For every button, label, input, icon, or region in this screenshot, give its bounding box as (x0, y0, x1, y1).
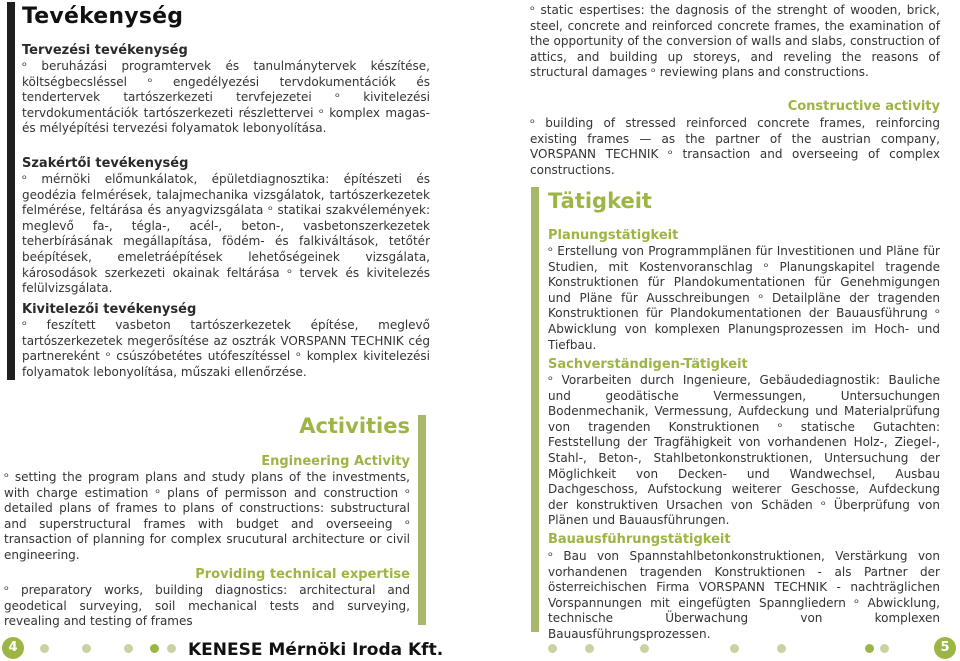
page-title: Tevékenység (22, 4, 184, 29)
deco-dot (585, 644, 594, 653)
szakertoi-text: ᵒ mérnöki előmunkálatok, épületdiagnosztika: építészeti és geodézia felmérések, talajmechanika vizsgálatok, tartószerkezetek felmérése, feltárása és anyagvizsgálata ᵒ statikai szakvélemények: meglevő fa-, tégla-, acél-, beton-, vasbetonszerkezetek teherbírásának megállapítása, födém- és falkiváltások, tetőtér beépítések, emeletráépítések lehetőségeinek vizsgálata, károsodások szerkezeti okainak feltárása ᵒ tervek és kivitelezés felülvizsgálata. (22, 172, 430, 296)
providing-heading: Providing technical expertise (195, 567, 410, 582)
planung-heading: Planungstätigkeit (548, 228, 679, 243)
page-number-right: 5 (934, 637, 956, 659)
tervezesi-heading: Tervezési tevékenység (22, 43, 188, 58)
szakertoi-heading: Szakértői tevékenység (22, 156, 189, 171)
deco-dot (167, 644, 176, 653)
planung-text: ᵒ Erstellung von Programmplänen für Investitionen und Pläne für Studien, mit Kostenvoranschlag ᵒ Planungskapitel tragende Konstruktionen für Plandokumentationen für Genehmigungen und Pläne für Ausschreibungen ᵒ Detailpläne der tragenden Konstruktionen für Plandokumentationen der Bauausführung ᵒ Abwicklung von komplexen Planungsprozessen im Hoch- und Tiefbau. (548, 244, 940, 352)
deco-dot (880, 644, 889, 653)
constructive-heading: Constructive activity (787, 99, 940, 114)
tervezesi-text: ᵒ beruházási programtervek és tanulmánytervek készítése, költségbecsléssel ᵒ engedélyezési tervdokumentációk és tendertervek tartószerkezeti tervfejezetei ᵒ kivitelezési tervdokumentációk tartószerkezeti részlettervei ᵒ komplex magas- és mélyépítési tervezési folyamatok lebonyolítása. (22, 59, 430, 136)
sachv-heading: Sachverständigen-Tätigkeit (548, 357, 748, 372)
left-dark-bar (7, 2, 15, 380)
activities-green-bar (418, 415, 426, 625)
static-text: ᵒ static espertises: the dagnosis of the strenght of wooden, brick, steel, concrete and reinforced concrete frames, the examination of the opportunity of the conversion of walls and slabs, construction of attics, and building up storeys, and reveling the reasons of structural damages ᵒ reviewing plans and constructions. (530, 3, 940, 80)
deco-dot (124, 644, 133, 653)
kivitelezoi-text: ᵒ feszített vasbeton tartószerkezetek építése, meglevő tartószerkezetek megerősítése az osztrák VORSPANN TECHNIK cég partnereként ᵒ csúszóbetétes utófeszítéssel ᵒ komplex kivitelezési folyamatok lebonyolítása, műszaki ellenőrzése. (22, 318, 430, 379)
sachv-text: ᵒ Vorarbeiten durch Ingenieure, Gebäudediagnostik: Bauliche und geodätische Vermessungen, Untersuchungen Bodenmechanik, Vermessung, Aufdeckung und Materialprüfung von tragenden Konstruktionen ᵒ statische Gutachten: Feststellung der Tragfähigkeit von vorhandenen Holz-, Ziegel-, Stahl-, Beton-, Stahlbetonkonstruktionen, Untersuchung der Möglichkeit von Decken- und Wandwechsel, Ausbau Dachgeschoss, Aufstockung weiterer Geschosse, Aufdeckung der konstruktiven Ursachen von Schäden ᵒ Überprüfung von Plänen und Bauausführungen. (548, 373, 940, 528)
deco-dot (40, 644, 49, 653)
kivitelezoi-heading: Kivitelezői tevékenység (22, 302, 197, 317)
deco-dot (150, 644, 159, 653)
bau-text: ᵒ Bau von Spannstahlbetonkonstruktionen, Verstärkung von vorhandenen tragenden Konstruktionen - als Partner der österreichischen Firma VORSPANN TECHNIK - nachträglichen Vorspannungen mit eingefügten Spanngliedern ᵒ Abwicklung, technische Überwachung von komplexen Bauausführungsprozessen. (548, 549, 940, 641)
deco-dot (777, 644, 786, 653)
deco-dot (730, 644, 739, 653)
constructive-text: ᵒ building of stressed reinforced concrete frames, reinforcing existing frames — as the partner of the austrian company, VORSPANN TECHNIK ᵒ transaction and overseeing of complex constructions. (530, 116, 940, 177)
tatigkeit-green-bar (531, 187, 539, 632)
page-number-left: 4 (2, 637, 24, 659)
deco-dot (548, 644, 557, 653)
tatigkeit-heading: Tätigkeit (548, 189, 652, 213)
engineering-text: ᵒ setting the program plans and study plans of the investments, with charge estimation ᵒ plans of permisson and construction ᵒ detailed plans of frames to plans of constructions: substructural and superstructural frames with budget and overseeing ᵒ transaction of planning for complex srucutural architecture or civil engineering. (4, 470, 410, 562)
deco-dot (640, 644, 649, 653)
deco-dot (82, 644, 91, 653)
deco-dot (865, 644, 874, 653)
bau-heading: Bauausführungstätigkeit (548, 532, 731, 547)
company-name: KENESE Mérnöki Iroda Kft. (188, 640, 444, 660)
providing-text: ᵒ preparatory works, building diagnostics: architectural and geodetical surveying, soil mechanical tests and surveying, revealing and testing of frames (4, 583, 410, 629)
engineering-heading: Engineering Activity (261, 454, 410, 469)
activities-heading: Activities (299, 414, 410, 438)
